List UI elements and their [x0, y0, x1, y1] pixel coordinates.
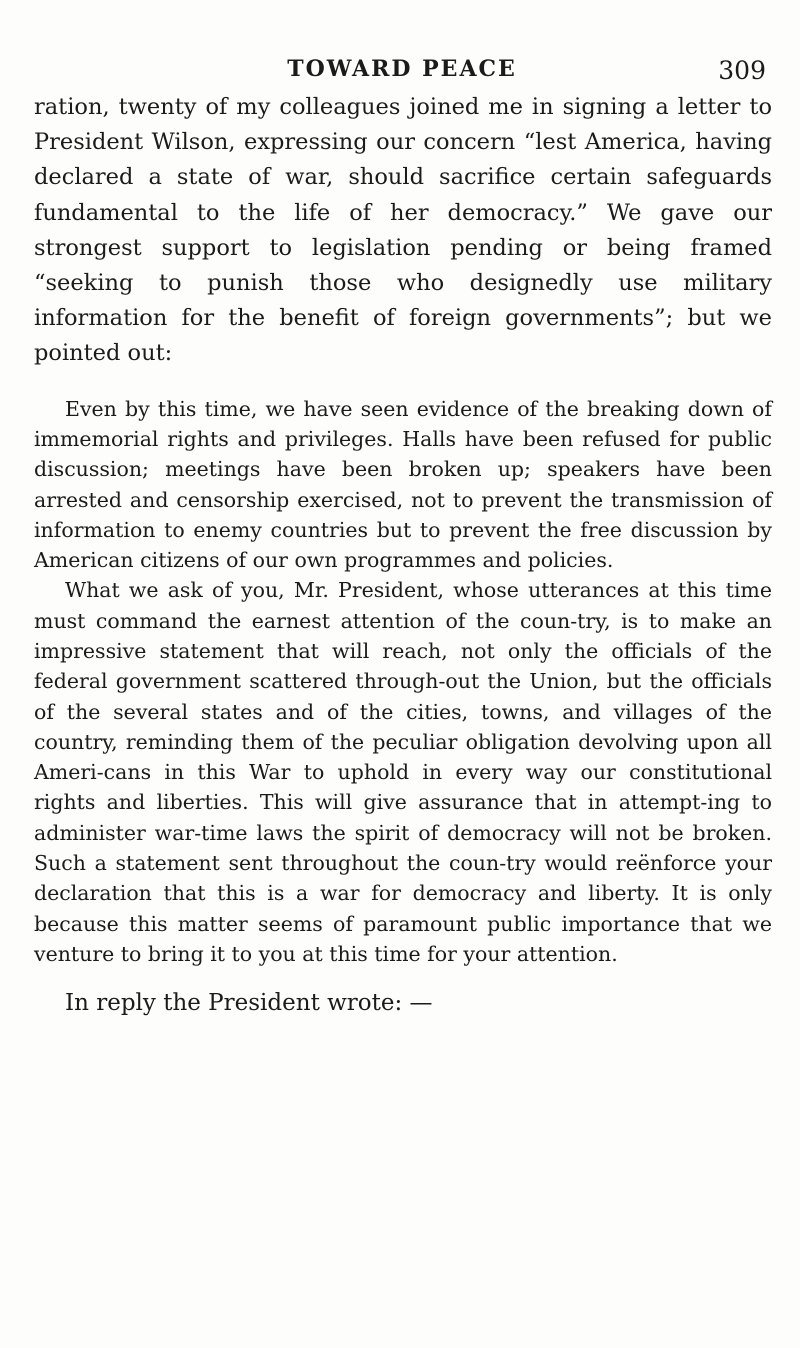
- running-head: [34, 56, 770, 90]
- closing-line: In reply the President wrote: —: [65, 990, 433, 1017]
- running-title: TOWARD PEACE: [287, 56, 517, 82]
- quoted-paragraph: What we ask of you, Mr. President, whose utterances at this time must command the earnest attention of the coun-try, is to make an impressive statement that will reach, not only the officials of the federal government scattered through-out the Union, but the officials of the several states and of the cities, towns, and villages of the country, reminding them of the peculiar obligation devolving upon all Ameri-cans in this War to uphold in every way our constitutional rights and liberties. This will give assurance that in attempt-ing to administer war-time laws the spirit of democracy will not be broken. Such a statement sent throughout the coun-try would reënforce your declaration that this is a war for democracy and liberty. It is only because this matter seems of paramount public importance that we venture to bring it to you at this time for your attention.: [34, 578, 772, 966]
- page-number: 309: [718, 56, 766, 85]
- body-text: [34, 90, 772, 1021]
- quoted-letter: [34, 394, 772, 970]
- quoted-paragraph: Even by this time, we have seen evidence of the breaking down of immemorial rights and privileges. Halls have been refused for public discussion; meetings have been broken up; speakers have been arrested and censorship exercised, not to prevent the transmission of information to enemy countries but to prevent the free discussion by American citizens of our own programmes and policies.: [34, 396, 772, 573]
- lead-paragraph: ration, twenty of my colleagues joined me in signing a letter to President Wilson, expressing our concern “lest America, having declared a state of war, should sacrifice certain safeguards fundamental to the life of her democracy.” We gave our strongest support to legislation pending or being framed “seeking to punish those who designedly use military information for the benefit of foreign governments”; but we pointed out:: [34, 94, 772, 367]
